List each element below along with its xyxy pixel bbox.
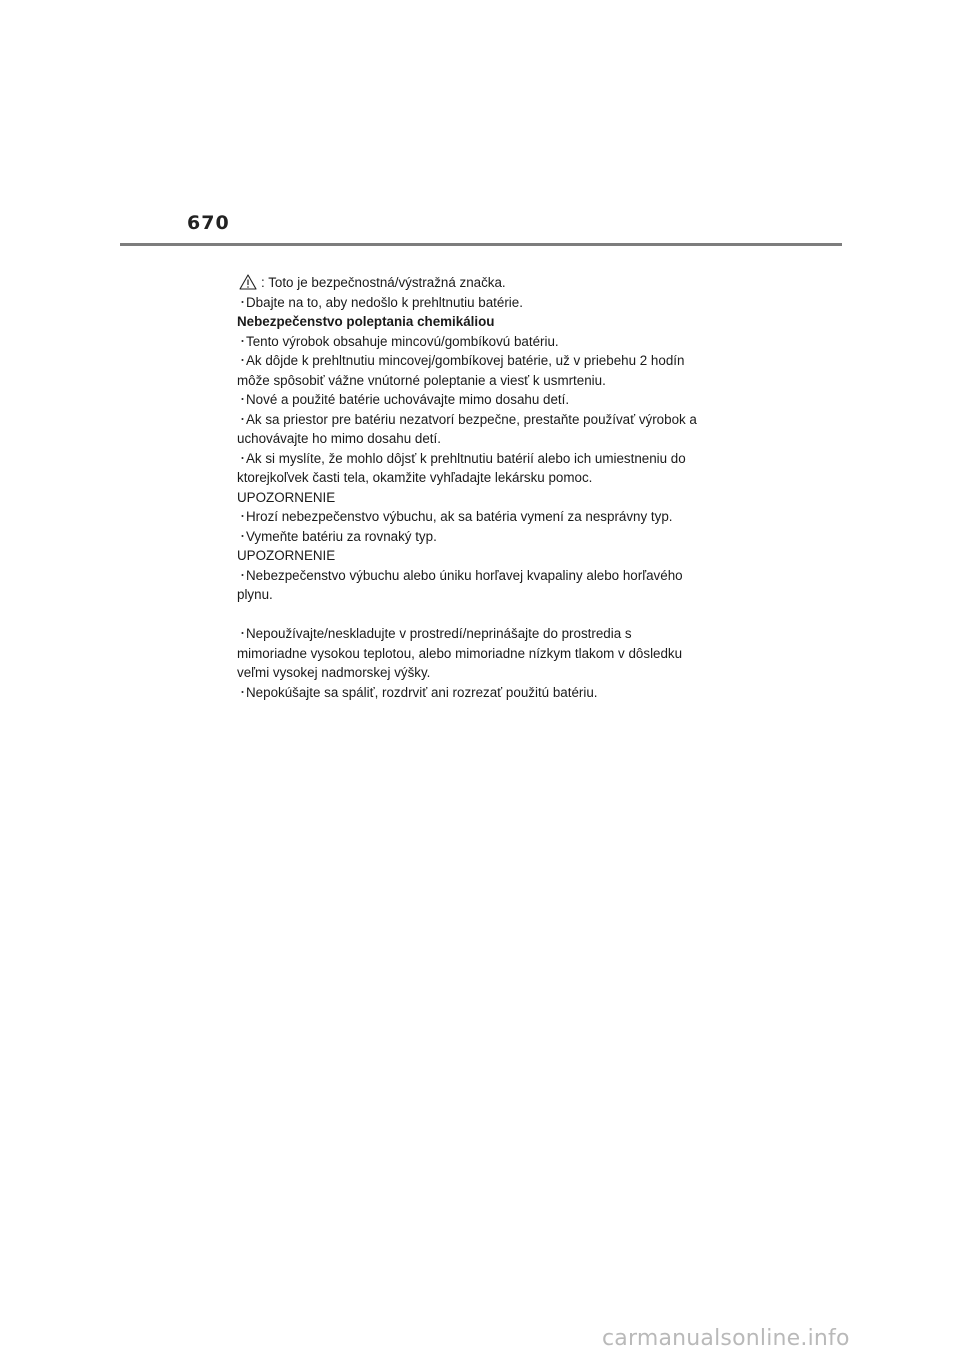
list-item: ・Nové a použité batérie uchovávajte mimo dosahu detí.: [237, 390, 737, 410]
list-item: ・Vymeňte batériu za rovnaký typ.: [237, 527, 737, 547]
bullet-icon: ・: [237, 686, 248, 699]
header-divider: [120, 243, 842, 246]
bullet-icon: ・: [237, 394, 248, 406]
list-item: ・Nepoužívajte/neskladujte v prostredí/neprinášajte do prostredia s: [237, 624, 737, 644]
list-item-continued: môže spôsobiť vážne vnútorné poleptanie a viesť k usmrteniu.: [237, 372, 606, 388]
list-item-continued: mimoriadne vysokou teplotou, alebo mimoriadne nízkym tlakom v dôsledku: [237, 645, 683, 661]
bullet-icon: ・: [237, 452, 248, 465]
list-item: ・Ak dôjde k prehltnutiu mincovej/gombíkovej batérie, už v priebehu 2 hodín: [237, 351, 737, 371]
bullet-icon: ・: [237, 628, 248, 640]
bullet-icon: ・: [237, 296, 248, 309]
list-item: ・Hrozí nebezpečenstvo výbuchu, ak sa batéria vymení za nesprávny typ.: [237, 507, 737, 527]
list-item: ・Ak sa priestor pre batériu nezatvorí bezpečne, prestaňte používať výrobok a: [237, 410, 737, 430]
list-item-continued: uchovávajte ho mimo dosahu detí.: [237, 431, 441, 446]
section-heading: UPOZORNENIE: [237, 548, 336, 563]
page-number: 670: [187, 212, 230, 234]
warning-triangle-icon: [239, 274, 257, 290]
warning-text-block: [237, 273, 737, 702]
bullet-icon: ・: [237, 355, 248, 367]
list-item-continued: ktorejkoľvek časti tela, okamžite vyhľadajte lekársku pomoc.: [237, 470, 593, 485]
warning-symbol-line: [237, 273, 737, 293]
site-watermark: carmanualsonline.info: [602, 1326, 850, 1351]
list-item: ・Nebezpečenstvo výbuchu alebo úniku horľavej kvapaliny alebo horľavého: [237, 566, 737, 586]
section-heading: Nebezpečenstvo poleptania chemikáliou: [237, 314, 495, 329]
bullet-icon: ・: [237, 335, 248, 348]
bullet-icon: ・: [237, 530, 248, 543]
paragraph-spacer: [237, 605, 737, 625]
list-item-continued: plynu.: [237, 587, 273, 602]
bullet-icon: ・: [237, 569, 248, 582]
list-item: ・Ak si myslíte, že mohlo dôjsť k prehltnutiu batérií alebo ich umiestneniu do: [237, 449, 737, 469]
list-item: ・Dbajte na to, aby nedošlo k prehltnutiu batérie.: [237, 293, 737, 313]
list-item: ・Nepokúšajte sa spáliť, rozdrviť ani rozrezať použitú batériu.: [237, 683, 737, 703]
bullet-icon: ・: [237, 413, 248, 426]
list-item: ・Tento výrobok obsahuje mincovú/gombíkovú batériu.: [237, 332, 737, 352]
list-item-continued: veľmi vysokej nadmorskej výšky.: [237, 665, 431, 680]
warning-symbol-text: : Toto je bezpečnostná/výstražná značka.: [261, 275, 506, 290]
bullet-icon: ・: [237, 511, 248, 523]
section-heading: UPOZORNENIE: [237, 489, 336, 505]
